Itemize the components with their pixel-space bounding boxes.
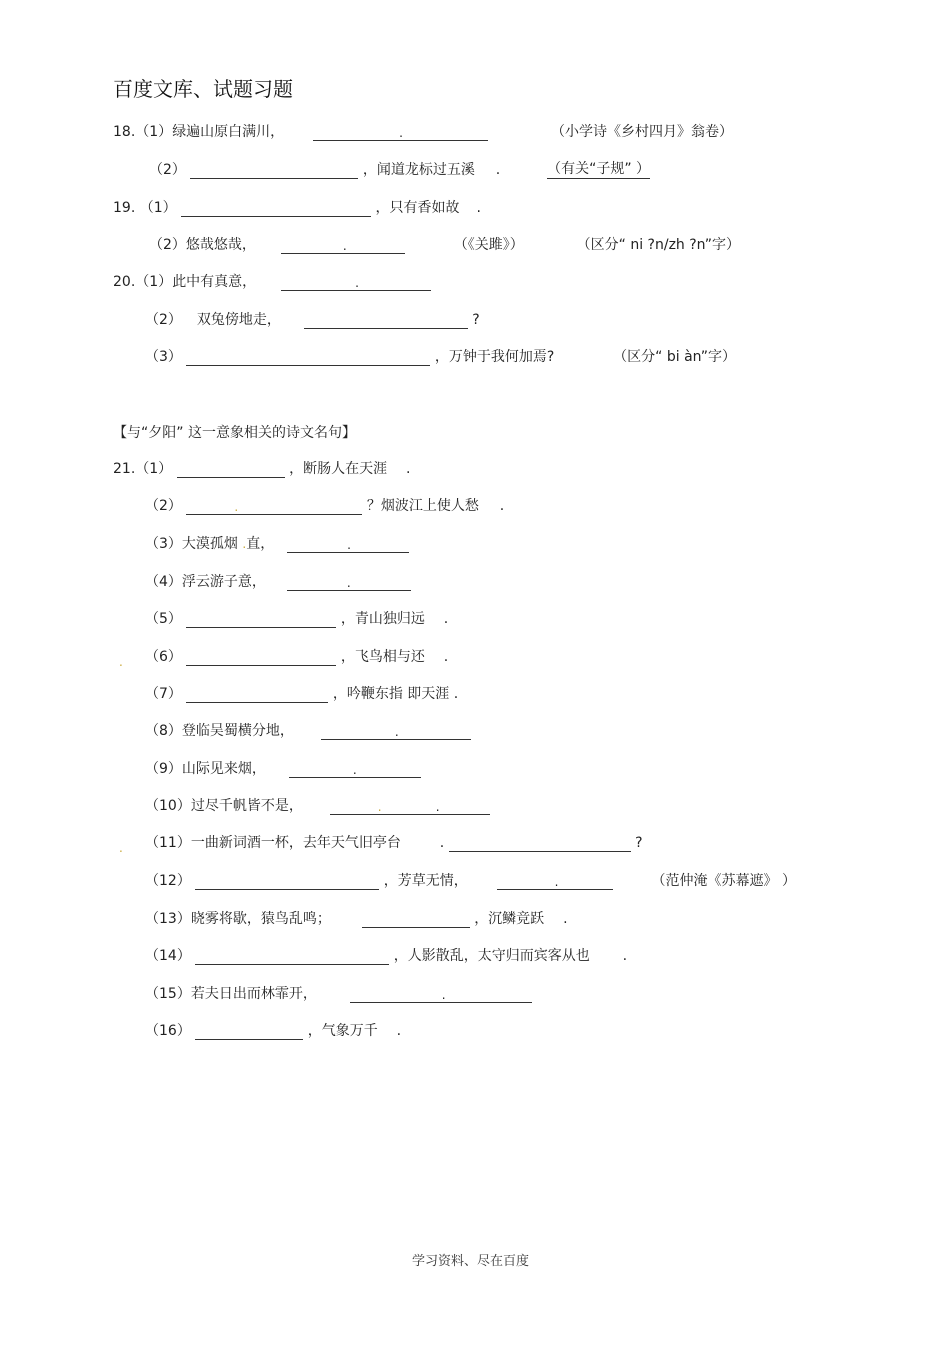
section-title: 【与“夕阳” 这一意象相关的诗文名句】: [113, 425, 356, 441]
question-20-line-1: 20.（1）此中有真意， .: [113, 273, 431, 291]
question-19-line-1: 19. （1） ，只有香如故 .: [113, 200, 481, 216]
page-title: 百度文库、试题习题: [113, 77, 293, 101]
answer-blank[interactable]: .: [287, 574, 411, 591]
question-21-item-2: （2） . ？烟波江上使人愁 .: [145, 498, 505, 514]
answer-blank[interactable]: [177, 461, 285, 478]
answer-blank[interactable]: [362, 911, 470, 928]
answer-blank[interactable]: .: [287, 536, 409, 553]
question-21-item-11: （11）一曲新词酒一杯，去年天气旧亭台 . ?: [145, 835, 643, 851]
question-21-item-15: （15）若夫日出而林霏开， .: [145, 985, 532, 1003]
answer-blank[interactable]: . .: [330, 798, 490, 815]
answer-blank[interactable]: [190, 162, 358, 179]
question-21-item-10: （10）过尽千帆皆不是， . .: [145, 797, 490, 815]
source-note: （小学诗《乡村四月》翁卷）: [551, 124, 733, 140]
question-21-item-4: （4）浮云游子意， .: [145, 573, 411, 591]
question-20-line-3: （3） ，万钟于我何加焉? （区分“ bi àn”字）: [145, 349, 737, 365]
source-note: （区分“ ni ?n/zh ?n”字）: [576, 237, 741, 253]
answer-blank[interactable]: [186, 686, 328, 703]
answer-blank[interactable]: [195, 873, 379, 890]
question-number: 19.: [113, 200, 136, 216]
question-21-item-12: （12） ，芳草无情， . （范仲淹《苏幕遮》 ）: [145, 873, 796, 889]
margin-dot: .: [119, 655, 123, 669]
question-21-item-13: （13）晓雾将歇，猿鸟乱鸣； ，沉鳞竞跃 .: [145, 911, 568, 927]
source-note: （《关雎》）: [453, 237, 524, 253]
answer-blank[interactable]: [195, 948, 389, 965]
answer-blank[interactable]: .: [321, 723, 471, 740]
answer-blank[interactable]: .: [281, 237, 405, 254]
page-footer: 学习资料、尽在百度: [412, 1254, 530, 1269]
answer-blank[interactable]: [195, 1023, 303, 1040]
question-21-item-14: （14） ，人影散乱，太守归而宾客从也 .: [145, 948, 628, 964]
answer-blank[interactable]: .: [350, 986, 532, 1003]
question-number: 20.: [113, 274, 136, 290]
answer-blank[interactable]: [449, 835, 631, 852]
question-18-line-2: （2） ，闻道龙标过五溪 . （有关“子规” ）: [149, 161, 651, 178]
source-note: （范仲淹《苏幕遮》 ）: [651, 873, 796, 889]
question-21-item-9: （9）山际见来烟， .: [145, 760, 421, 778]
answer-blank[interactable]: [186, 349, 430, 366]
question-21-item-16: （16） ，气象万千 .: [145, 1023, 402, 1039]
question-number: 21.: [113, 461, 136, 477]
question-21-item-6: （6） ，飞鸟相与还 .: [145, 649, 449, 665]
question-18-line-1: 18.（1）绿遍山原白满川， . （小学诗《乡村四月》翁卷）: [113, 124, 733, 140]
answer-blank[interactable]: .: [313, 124, 488, 141]
question-20-line-2: （2） 双兔傍地走， ?: [145, 312, 480, 328]
question-number: 18.: [113, 124, 136, 140]
question-21-item-3: （3）大漠孤烟 .直， .: [145, 535, 409, 553]
answer-blank[interactable]: [304, 312, 468, 329]
answer-blank[interactable]: [186, 611, 336, 628]
question-21-item-8: （8）登临吴蜀横分地， .: [145, 722, 471, 740]
question-21-item-7: （7） ，吟鞭东指 即天涯 .: [145, 686, 459, 702]
source-note: （区分“ bi àn”字）: [613, 349, 737, 365]
answer-blank[interactable]: .: [281, 274, 431, 291]
source-note: （有关“子规” ）: [547, 161, 651, 177]
answer-blank[interactable]: .: [289, 761, 421, 778]
answer-blank[interactable]: [186, 649, 336, 666]
question-19-line-2: （2）悠哉悠哉， . （《关雎》） （区分“ ni ?n/zh ?n”字）: [149, 237, 741, 253]
answer-blank[interactable]: [181, 200, 371, 217]
question-21-item-1: 21.（1） ，断肠人在天涯 .: [113, 461, 411, 477]
answer-blank[interactable]: .: [186, 498, 362, 515]
answer-blank[interactable]: .: [497, 873, 613, 890]
question-21-item-5: （5） ，青山独归远 .: [145, 611, 449, 627]
margin-dot: .: [119, 841, 123, 855]
